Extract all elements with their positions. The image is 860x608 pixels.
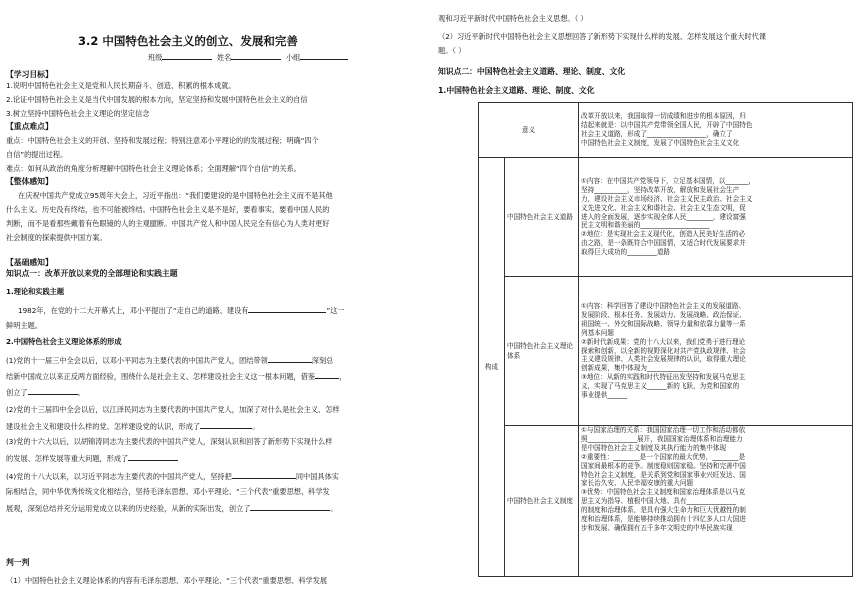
- text-line: 际相结合，同中华优秀传统文化相结合，坚持毛泽东思想、邓小平理论、“三个代表”重要思想、科学发: [6, 487, 330, 496]
- text-line: (2)党的十三届四中全会以后，以江泽民同志为主要代表的中国共产党人，加深了对什么是社会主义、怎样: [6, 405, 340, 414]
- basic-heading: 【基础感知】: [6, 258, 53, 267]
- cell-line: 家长治久安、人民幸福安康的重大问题: [581, 479, 694, 488]
- cell-line: 由之路，是一条既符合中国国情，又适合时代发展要求并: [581, 239, 746, 248]
- row-content-system: [579, 426, 853, 577]
- cell-line: 坚持__________，坚持改革开放，解放和发展社会生产: [581, 185, 740, 194]
- row-label-theory: 中国特色社会主义理论体系: [505, 277, 579, 426]
- table-row: [479, 277, 853, 426]
- cell-line: 发展阶段、根本任务、发展动力、发展战略、政治保证、: [581, 310, 746, 319]
- text-segment: 。: [330, 504, 338, 513]
- text-segment: 。: [252, 422, 260, 431]
- text-segment: ”这一: [326, 306, 345, 315]
- objectives-heading: 【学习目标】: [6, 70, 53, 79]
- right-page: [432, 0, 860, 608]
- cell-line: ②新时代新成果：党的十八大以来，我们党勇于进行理论: [581, 337, 746, 346]
- sub-heading-2: 2.中国特色社会主义理论体系的形成: [6, 337, 122, 346]
- keypoint-line: 难点：如何从政治的角度分析理解中国特色社会主义理论体系；全面理解“四个自信”的关系。: [6, 164, 301, 173]
- keypoint-line: 重点：中国特色社会主义的开创、坚持和发展过程；特别注意邓小平理论的的发展过程；明确“四个: [6, 136, 319, 145]
- cell-line: ①内容：在中国共产党领导下，立足基本国情，以_______，: [581, 176, 756, 185]
- sub-heading-1: 1.理论和实践主题: [6, 287, 65, 296]
- text-line: 鲜明主题。: [6, 321, 42, 330]
- answer-blank[interactable]: [250, 503, 330, 511]
- group-label: 小组: [285, 53, 301, 62]
- cell-line: 是中国特色社会主义制度及其执行能力的集中体现: [581, 443, 727, 452]
- cell-line: ③优势：中国特色社会主义制度和国家治理体系是以马克: [581, 488, 746, 497]
- cell-line: 国家间最根本的竞争。制度稳则国家稳。坚持和完善中国: [581, 461, 746, 470]
- objective-item: 3.树立坚持中国特色社会主义理论的坚定信念: [6, 109, 150, 118]
- composition-label: 构成: [479, 158, 505, 577]
- answer-blank[interactable]: [128, 453, 178, 461]
- kp2-heading: 知识点二：中国特色社会主义道路、理论、制度、文化: [438, 67, 626, 76]
- text-segment: 。: [77, 388, 85, 397]
- fill-line: [6, 503, 338, 513]
- text-segment: ，: [339, 372, 347, 381]
- cell-line: 创新成果，集中体现为________________: [581, 364, 700, 373]
- class-label: 班级: [148, 53, 163, 62]
- cell-line: 主义建设规律、人类社会发展规律的认识，取得重大理论: [581, 355, 746, 364]
- cell-line: 取得巨大成功的_________道路: [581, 248, 671, 257]
- fill-line: [6, 421, 259, 431]
- judge-item-1: （1）中国特色社会主义理论体系的内容有毛泽东思想、邓小平理论、“三个代表”重要思想、科学发展: [6, 576, 328, 585]
- objective-item: 1.说明中国特色社会主义是党和人民长期奋斗、创造、积累的根本成就。: [6, 81, 236, 90]
- answer-blank[interactable]: [200, 421, 252, 429]
- text-segment: 1982年，在党的十二大开幕式上，邓小平提出了“走自己的道路、建设有: [18, 306, 249, 315]
- page-title: 3.2 中国特色社会主义的创立、发展和完善: [78, 34, 298, 48]
- cell-line: 的制度和治理体系，是具有强大生命力和巨大优越性的制: [581, 506, 746, 515]
- cell-line: ②地位：是实现社会主义现代化，创造人民美好生活的必: [581, 230, 746, 239]
- text-segment: 的发展、怎样发展等重大问题，形成了: [6, 454, 129, 463]
- cell-line: 力，建设社会主义市场经济、社会主义民主政治、社会主义: [581, 194, 753, 203]
- keypoints-heading: 【重点难点】: [6, 122, 53, 131]
- row-content-road: [579, 158, 853, 277]
- text-segment: 同中国具体实: [295, 472, 339, 481]
- table-row: [479, 103, 853, 158]
- cell-line: 列基本问题: [581, 328, 614, 337]
- fill-line: [6, 387, 85, 397]
- text-segment: 结新中国成立以来正反两方面经验，围绕什么是社会主义、怎样建设社会主义这一根本问题，借鉴: [6, 372, 316, 381]
- name-label: 姓名: [216, 53, 232, 62]
- answer-blank[interactable]: [232, 471, 296, 479]
- answer-blank[interactable]: [28, 387, 78, 395]
- cell-line: 中国特色社会主义制度，发展了中国特色社会主义文化: [581, 138, 740, 147]
- answer-blank[interactable]: [268, 355, 312, 363]
- overview-heading: 【整体感知】: [6, 177, 53, 186]
- text-segment: 创立了: [6, 388, 28, 397]
- row-label-system: 中国特色社会主义制度: [505, 426, 579, 577]
- text-segment: (1)党的十一届三中全会以后，以邓小平同志为主要代表的中国共产党人，团结带领: [6, 356, 268, 365]
- objective-item: 2.论证中国特色社会主义是当代中国发展的根本方向，坚定坚持和发展中国特色社会主义的自信: [6, 95, 308, 104]
- cell-line: 思主义为指导、植根中国大地、具有_______________: [581, 497, 736, 506]
- table-row: [479, 158, 853, 277]
- judge-item-2: （2）习近平新时代中国特色社会主义思想回答了新形势下实现什么样的发展、怎样发展这个重大时代课: [438, 32, 767, 41]
- cell-line: 度和治理体系，是能够持续推动拥有十四亿多人口大国进: [581, 515, 746, 524]
- fill-line: [6, 471, 339, 481]
- answer-blank[interactable]: [248, 305, 326, 313]
- fill-line: [18, 305, 345, 315]
- cell-line: ①内容：科学回答了建设中国特色社会主义的发展道路、: [581, 302, 746, 311]
- fill-line: [6, 371, 346, 381]
- fill-line: [6, 355, 333, 365]
- overview-line: 什么主义。历史没有终结，也不可能被终结。中国特色社会主义是不是好，要看事实，要看中国人民的: [6, 205, 330, 214]
- significance-content: [579, 103, 853, 158]
- cell-line: 事业提供______: [581, 391, 628, 400]
- text-segment: 展观，深刻总结并充分运用党成立以来的历史经验，从新的实际出发，创立了: [6, 504, 251, 513]
- answer-blank[interactable]: [315, 371, 339, 379]
- overview-line: 在庆祝中国共产党成立95周年大会上，习近平指出：“我们要建设的是中国特色社会主义而不是其他: [18, 191, 333, 200]
- significance-label: 意义: [479, 103, 579, 158]
- row-label-road: 中国特色社会主义道路: [505, 158, 579, 277]
- cell-line: 祖国统一、外交和国际战略、领导力量和依靠力量等一系: [581, 319, 746, 328]
- row-content-theory: [579, 277, 853, 426]
- fill-line: [6, 453, 178, 463]
- cell-line: ②重要性：________是一个国家的最大优势，________是: [581, 452, 746, 461]
- text-line: (3)党的十六大以后，以胡锦涛同志为主要代表的中国共产党人，深刻认识和回答了新形势下实现什么样: [6, 437, 333, 446]
- text-segment: 建设社会主义和建设什么样的党、怎样建设党的认识，形成了: [6, 422, 201, 431]
- cell-line: 结起来就是：以中国共产党带领全国人民，开辟了中国特色: [581, 121, 753, 130]
- group-field[interactable]: [300, 52, 348, 60]
- cell-line: 义，实现了马克思主义______新的飞跃，为党和国家的: [581, 382, 740, 391]
- name-field[interactable]: [231, 52, 281, 60]
- kp1-heading: 知识点一：改革开放以来党的全部理论和实践主题: [6, 269, 178, 278]
- cell-line: 改革开放以来，我国取得一切成绩和进步的根本原因，归: [581, 112, 746, 121]
- cell-line: 探索和创新，以全新的视野深化对共产党执政规律、社会: [581, 346, 746, 355]
- cell-line: 特色社会主义制度，是关系到党和国家事业兴旺发达、国: [581, 470, 746, 479]
- cell-line: ③地位：从新的实践和时代特征出发坚持和发展马克思主: [581, 373, 746, 382]
- cell-line: 步和发展、确保拥有五千多年文明史的中华民族实现: [581, 523, 733, 532]
- kp2-subheading: 1.中国特色社会主义道路、理论、制度、文化: [438, 86, 595, 95]
- knowledge-table: [478, 102, 853, 577]
- judge-heading: 判一判: [6, 558, 30, 567]
- text-segment: (4)党的十八大以来，以习近平同志为主要代表的中国共产党人，坚持把: [6, 472, 232, 481]
- table-row: [479, 426, 853, 577]
- text-segment: 深刻总: [311, 356, 334, 365]
- cell-line: 进人的全面发展，逐步实现全体人民________，建设富强: [581, 212, 746, 221]
- student-info-line: [148, 52, 348, 62]
- cell-line: 民主文明和谐美丽的_____________________: [581, 221, 710, 230]
- cell-line: 义先进文化、社会主义和谐社会、社会主义生态文明，促: [581, 203, 746, 212]
- cell-line: 社会主义道路，形成了__________________，确立了: [581, 130, 733, 138]
- cell-line: ①与国家治理的关系：我国国家治理一切工作和活动都依: [581, 426, 746, 434]
- judge-item-1-cont: 观和习近平新时代中国特色社会主义思想。（ ）: [438, 14, 588, 23]
- judge-item-2-cont: 题。（ ）: [438, 46, 466, 55]
- overview-line: 判断，而不是看那些戴着有色眼镜的人的主观臆断。中国共产党人和中国人民完全有信心为人类对更好: [6, 219, 330, 228]
- class-field[interactable]: [162, 52, 212, 60]
- overview-line: 社会制度的探索提供中国方案。: [6, 233, 107, 242]
- keypoint-line: 自信”的提出过程。: [6, 150, 68, 159]
- cell-line: 照_______________展开，我国国家治理体系和治理能力: [581, 434, 743, 443]
